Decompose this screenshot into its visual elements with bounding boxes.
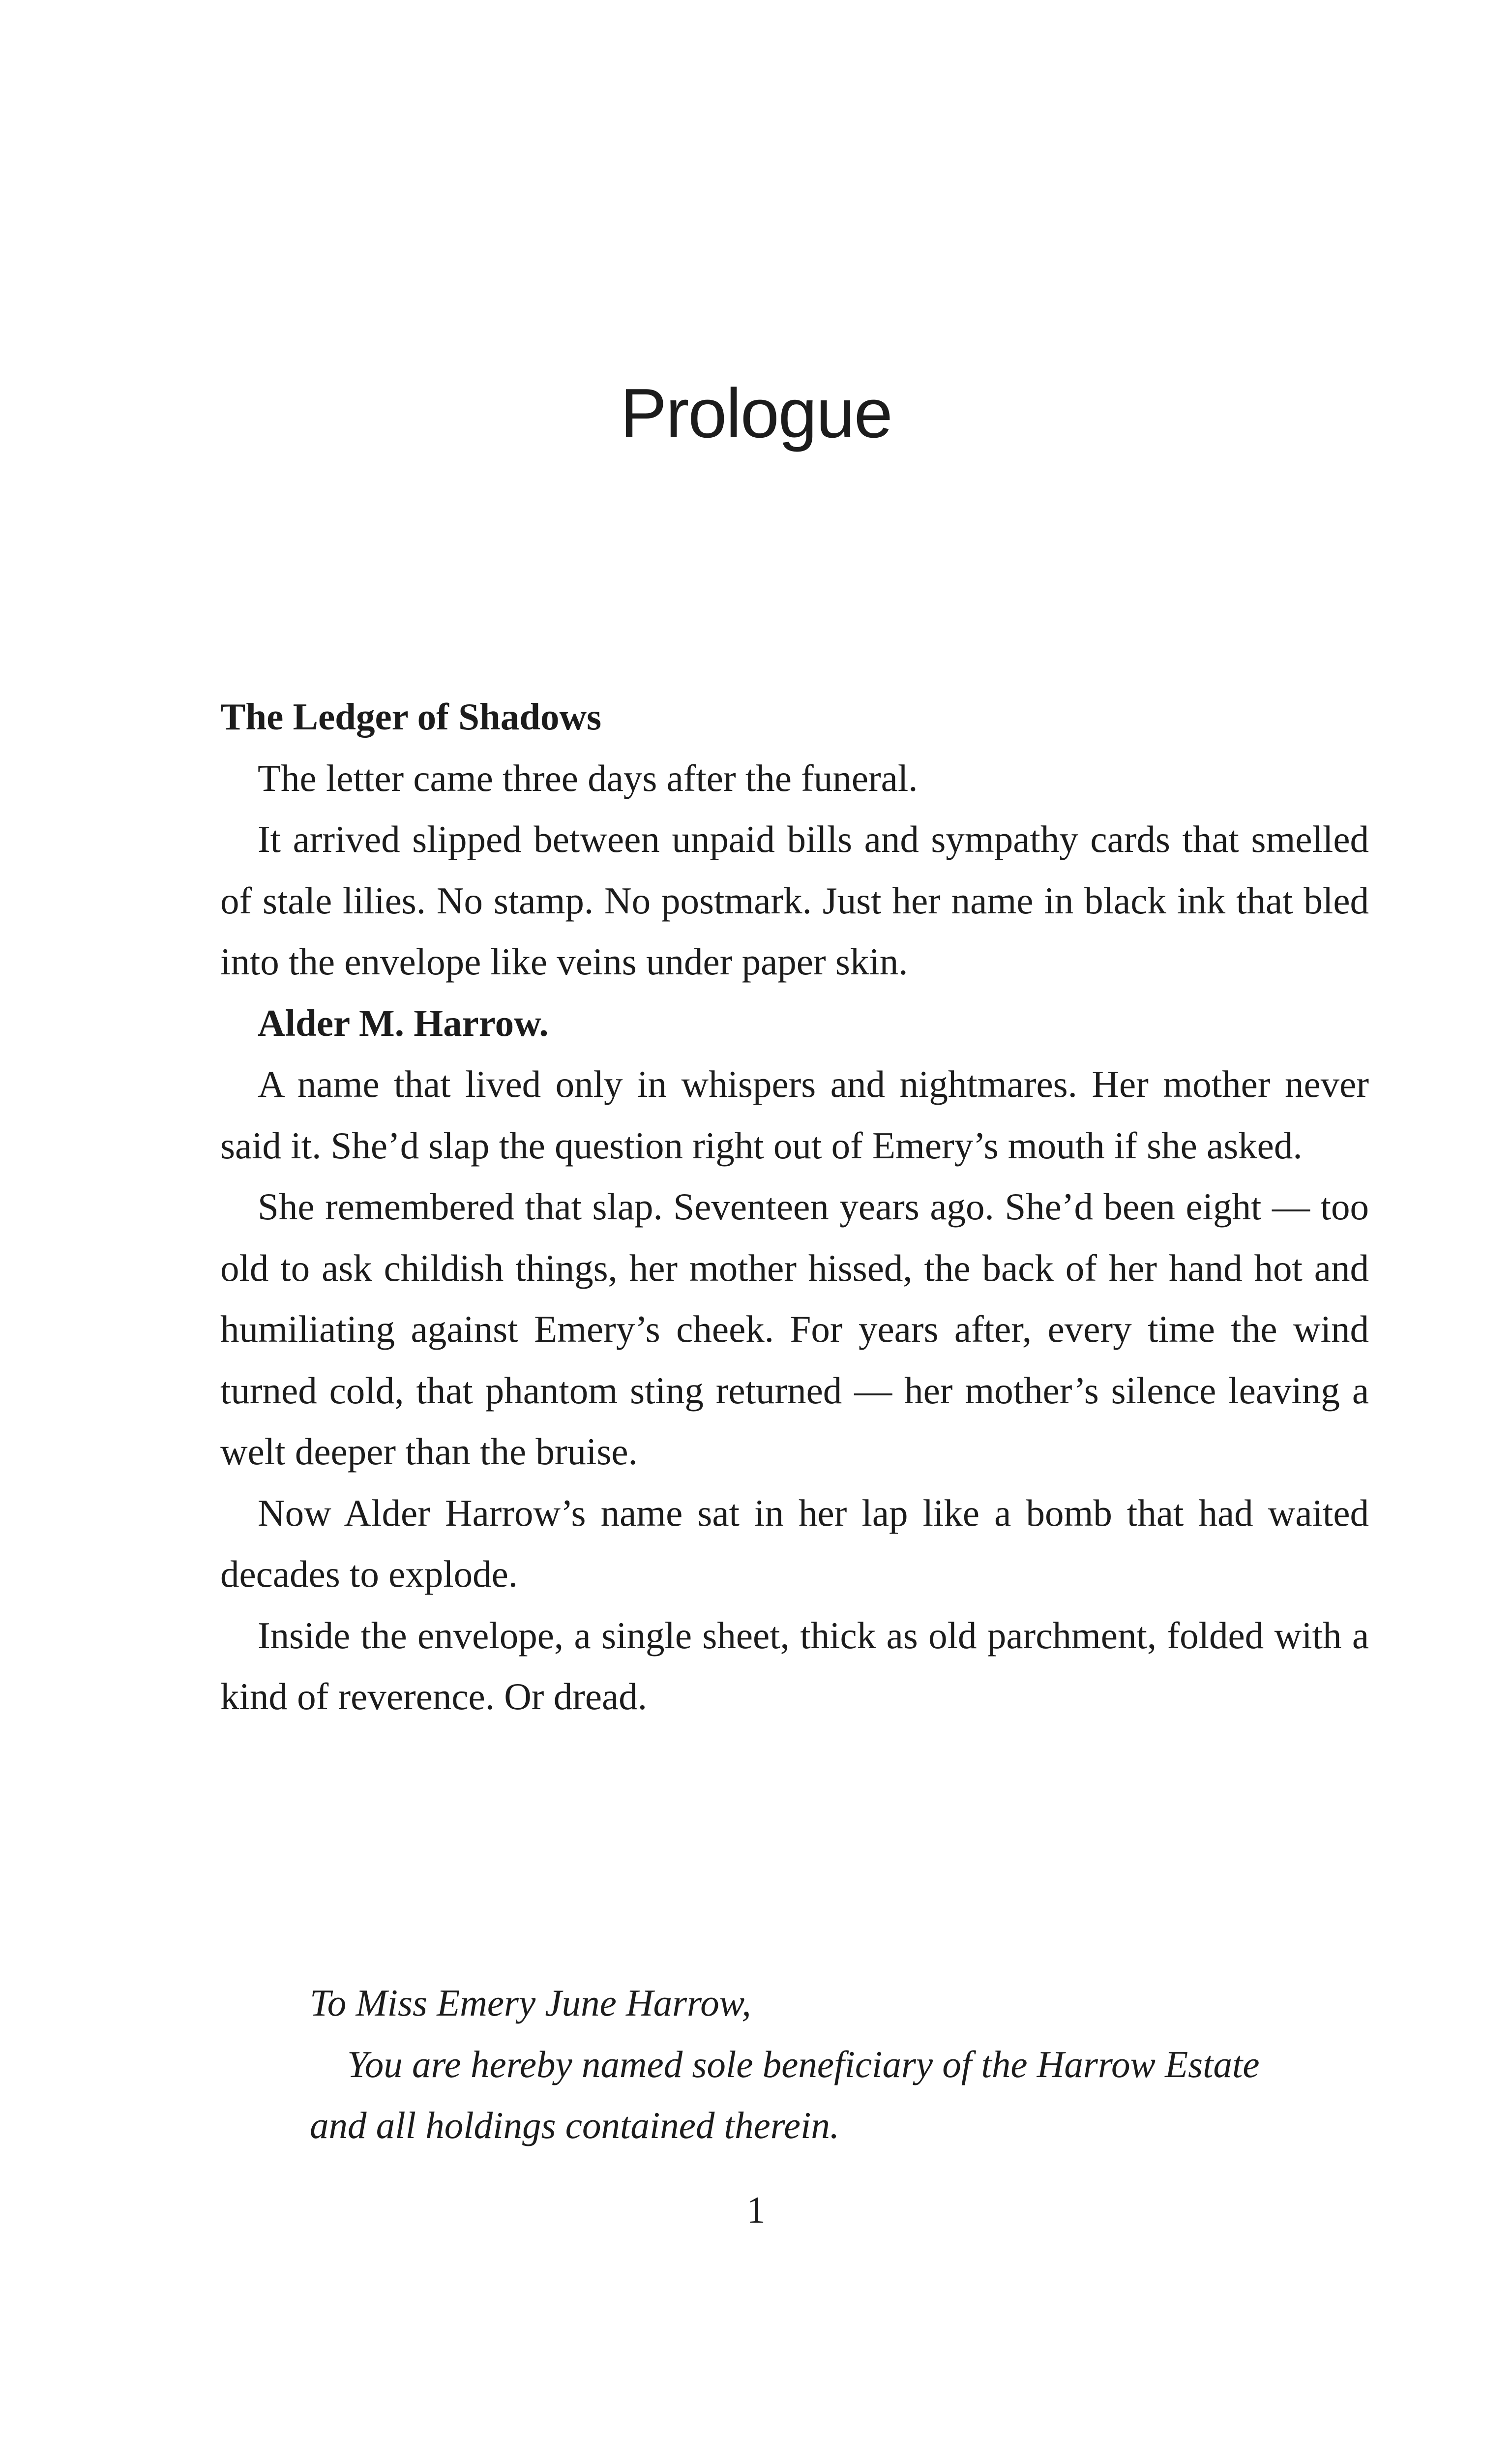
body-text	[220, 686, 1369, 1727]
letter-salutation: To Miss Emery June Harrow,	[310, 1982, 751, 2024]
quoted-letter	[310, 1972, 1274, 2156]
chapter-title: Prologue	[620, 374, 892, 452]
emphasized-name-line: Alder M. Harrow.	[258, 1001, 549, 1044]
paragraph: She remembered that slap. Seventeen years ago. She’d been eight — too old to ask childish things, her mother hissed, the back of her hand hot and humiliating against Emery’s cheek. For years after, every time the wind turned cold, that phantom sting returned — her mother’s silence leaving a welt deeper than the bruise.	[220, 1185, 1369, 1473]
paragraph: It arrived slipped between unpaid bills and sympathy cards that smelled of stale lilies. No stamp. No postmark. Just her name in black ink that bled into the envelope like veins under paper skin.	[220, 818, 1369, 983]
page-number: 1	[746, 2189, 766, 2231]
letter-body: You are hereby named sole beneficiary of the Harrow Estate and all holdings contained therein.	[310, 2043, 1260, 2146]
paragraph: A name that lived only in whispers and nightmares. Her mother never said it. She’d slap the question right out of Emery’s mouth if she asked.	[220, 1063, 1369, 1167]
paragraph: The letter came three days after the funeral.	[258, 756, 918, 799]
paragraph: Now Alder Harrow’s name sat in her lap like a bomb that had waited decades to explode.	[220, 1491, 1369, 1595]
paragraph: Inside the envelope, a single sheet, thick as old parchment, folded with a kind of reverence. Or dread.	[220, 1614, 1369, 1718]
section-heading: The Ledger of Shadows	[220, 695, 602, 738]
